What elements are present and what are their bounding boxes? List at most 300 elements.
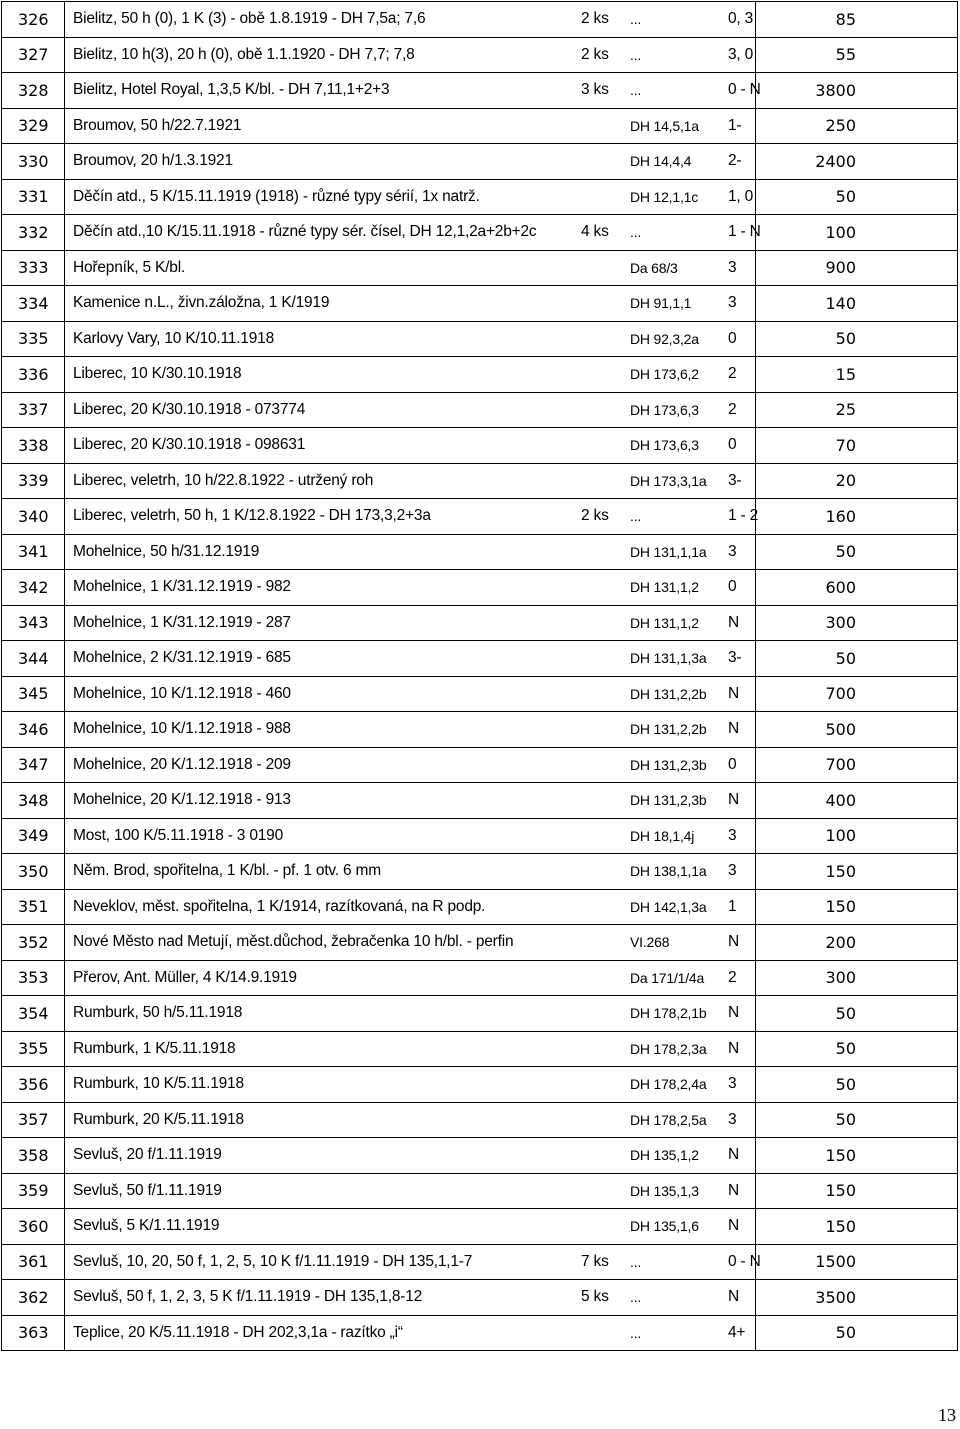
item-price: 50 — [756, 1315, 958, 1351]
item-cell-content — [73, 499, 759, 533]
item-cell — [65, 960, 756, 996]
item-catalog-ref: DH 92,3,2a — [630, 330, 699, 347]
lot-number: 347 — [2, 747, 65, 783]
table-row — [2, 73, 958, 109]
lot-number: 332 — [2, 215, 65, 251]
item-grade: N — [728, 1004, 739, 1022]
item-price: 55 — [756, 37, 958, 73]
item-description: Bielitz, 10 h(3), 20 h (0), obě 1.1.1920 - DH 7,7; 7,8 — [73, 45, 415, 63]
item-price: 900 — [756, 250, 958, 286]
item-grade: 0, 3 — [728, 10, 754, 28]
lot-number: 357 — [2, 1102, 65, 1138]
item-grade: 4+ — [728, 1323, 746, 1341]
item-description: Liberec, veletrh, 10 h/22.8.1922 - utržený roh — [73, 471, 374, 489]
table-row — [2, 712, 958, 748]
item-cell — [65, 1280, 756, 1316]
item-cell-content — [73, 1209, 755, 1243]
table-row — [2, 286, 958, 322]
item-cell — [65, 1244, 761, 1280]
table-row — [2, 676, 958, 712]
item-catalog-ref: DH 173,6,3 — [630, 437, 699, 454]
item-cell — [65, 499, 759, 535]
item-price: 50 — [756, 1067, 958, 1103]
item-cell-content — [73, 712, 755, 746]
item-price: 500 — [756, 712, 958, 748]
item-catalog-ref: DH 173,3,1a — [630, 472, 707, 489]
lot-number: 327 — [2, 37, 65, 73]
item-cell-content — [73, 464, 755, 498]
item-catalog-ref: VI.268 — [630, 934, 670, 951]
lot-number: 341 — [2, 534, 65, 570]
item-catalog-ref: Da 171/1/4a — [630, 969, 705, 986]
catalog-table-body — [2, 2, 958, 1351]
item-cell — [65, 783, 756, 819]
item-cell-content — [73, 109, 755, 143]
item-description: Sevluš, 10, 20, 50 f, 1, 2, 5, 10 K f/1.11.1919 - DH 135,1,1-7 — [73, 1252, 473, 1270]
table-row — [2, 925, 958, 961]
item-grade: 2 — [728, 400, 737, 418]
item-price: 50 — [756, 996, 958, 1032]
item-price: 140 — [756, 286, 958, 322]
item-grade: 1- — [728, 116, 742, 134]
item-catalog-ref: DH 178,2,3a — [630, 1040, 707, 1057]
item-description: Rumburk, 10 K/5.11.1918 — [73, 1075, 244, 1093]
item-grade: N — [728, 933, 739, 951]
table-row — [2, 428, 958, 464]
item-catalog-ref: DH 135,1,6 — [630, 1218, 699, 1235]
item-cell-content — [73, 783, 755, 817]
item-catalog-ref: DH 131,1,2 — [630, 579, 699, 596]
item-catalog-ref: ... — [630, 508, 642, 525]
item-cell — [65, 250, 756, 286]
table-row — [2, 37, 958, 73]
item-catalog-ref: DH 173,6,3 — [630, 401, 699, 418]
lot-number: 344 — [2, 641, 65, 677]
table-row — [2, 747, 958, 783]
item-cell — [65, 321, 756, 357]
item-cell-content — [73, 1245, 761, 1279]
item-description: Mohelnice, 50 h/31.12.1919 — [73, 542, 260, 560]
item-quantity: 5 ks — [581, 1288, 609, 1306]
item-cell-content — [73, 286, 755, 320]
item-grade: N — [728, 1181, 739, 1199]
item-price: 600 — [756, 570, 958, 606]
item-description: Sevluš, 20 f/1.11.1919 — [73, 1146, 222, 1164]
lot-number: 342 — [2, 570, 65, 606]
item-cell-content — [73, 890, 755, 924]
table-row — [2, 1138, 958, 1174]
item-catalog-ref: DH 135,1,2 — [630, 1147, 699, 1164]
item-description: Mohelnice, 20 K/1.12.1918 - 913 — [73, 791, 291, 809]
item-grade: 2 — [728, 365, 737, 383]
item-price: 20 — [756, 463, 958, 499]
item-catalog-ref: DH 131,2,2b — [630, 685, 707, 702]
item-price: 3800 — [756, 73, 958, 109]
item-price: 25 — [756, 392, 958, 428]
item-cell-content — [73, 961, 755, 995]
lot-number: 351 — [2, 889, 65, 925]
item-quantity: 2 ks — [581, 10, 609, 28]
lot-number: 339 — [2, 463, 65, 499]
lot-number: 361 — [2, 1244, 65, 1280]
item-cell-content — [73, 1032, 755, 1066]
item-grade: 3- — [728, 471, 742, 489]
item-cell — [65, 605, 756, 641]
item-cell — [65, 179, 756, 215]
item-cell — [65, 747, 756, 783]
item-description: Liberec, veletrh, 50 h, 1 K/12.8.1922 - DH 173,3,2+3a — [73, 507, 431, 525]
item-grade: 3 — [728, 862, 737, 880]
item-cell-content — [73, 251, 755, 285]
item-price: 2400 — [756, 144, 958, 180]
item-cell — [65, 1067, 756, 1103]
item-price: 50 — [756, 1031, 958, 1067]
item-description: Něm. Brod, spořitelna, 1 K/bl. - pf. 1 otv. 6 mm — [73, 862, 381, 880]
item-description: Liberec, 10 K/30.10.1918 — [73, 365, 242, 383]
item-catalog-ref: DH 173,6,2 — [630, 366, 699, 383]
item-price: 85 — [756, 2, 958, 38]
item-price: 150 — [756, 889, 958, 925]
lot-number: 359 — [2, 1173, 65, 1209]
lot-number: 356 — [2, 1067, 65, 1103]
item-description: Broumov, 20 h/1.3.1921 — [73, 152, 233, 170]
item-quantity: 2 ks — [581, 507, 609, 525]
item-cell-content — [73, 854, 755, 888]
item-price: 300 — [756, 605, 958, 641]
lot-number: 326 — [2, 2, 65, 38]
item-cell — [65, 1138, 756, 1174]
table-row — [2, 1280, 958, 1316]
item-catalog-ref: DH 131,1,1a — [630, 543, 707, 560]
item-cell-content — [73, 357, 755, 391]
item-cell-content — [73, 748, 755, 782]
item-price: 200 — [756, 925, 958, 961]
item-cell — [65, 570, 756, 606]
item-description: Děčín atd., 5 K/15.11.1919 (1918) - různé typy sérií, 1x natrž. — [73, 187, 480, 205]
item-cell — [65, 889, 756, 925]
item-price: 70 — [756, 428, 958, 464]
table-row — [2, 818, 958, 854]
table-row — [2, 144, 958, 180]
table-row — [2, 641, 958, 677]
item-price: 50 — [756, 1102, 958, 1138]
lot-number: 349 — [2, 818, 65, 854]
item-description: Most, 100 K/5.11.1918 - 3 0190 — [73, 826, 284, 844]
catalog-table — [1, 1, 958, 1351]
item-cell-content — [73, 322, 755, 356]
lot-number: 353 — [2, 960, 65, 996]
lot-number: 350 — [2, 854, 65, 890]
item-grade: 3 — [728, 294, 737, 312]
item-quantity: 3 ks — [581, 81, 609, 99]
item-cell — [65, 854, 756, 890]
lot-number: 333 — [2, 250, 65, 286]
item-price: 300 — [756, 960, 958, 996]
item-cell-content — [73, 570, 755, 604]
item-grade: 3, 0 — [728, 45, 754, 63]
item-price: 100 — [756, 818, 958, 854]
item-description: Teplice, 20 K/5.11.1918 - DH 202,3,1a - razítko „i“ — [73, 1323, 403, 1341]
item-cell-content — [73, 996, 755, 1030]
item-cell — [65, 37, 756, 73]
item-cell — [65, 108, 756, 144]
item-catalog-ref: DH 135,1,3 — [630, 1182, 699, 1199]
item-cell — [65, 1173, 756, 1209]
item-grade: N — [728, 720, 739, 738]
lot-number: 336 — [2, 357, 65, 393]
item-cell-content — [73, 1138, 755, 1172]
lot-number: 362 — [2, 1280, 65, 1316]
item-grade: 3 — [728, 542, 737, 560]
lot-number: 337 — [2, 392, 65, 428]
item-cell-content — [73, 535, 755, 569]
item-cell-content — [73, 393, 755, 427]
lot-number: 334 — [2, 286, 65, 322]
item-cell-content — [73, 1316, 755, 1350]
item-cell — [65, 712, 756, 748]
table-row — [2, 605, 958, 641]
item-price: 400 — [756, 783, 958, 819]
lot-number: 345 — [2, 676, 65, 712]
item-description: Mohelnice, 20 K/1.12.1918 - 209 — [73, 755, 291, 773]
item-catalog-ref: ... — [630, 1289, 642, 1306]
table-row — [2, 1102, 958, 1138]
item-price: 50 — [756, 641, 958, 677]
table-row — [2, 1173, 958, 1209]
item-cell — [65, 641, 756, 677]
lot-number: 348 — [2, 783, 65, 819]
item-cell — [65, 2, 756, 38]
item-catalog-ref: ... — [630, 82, 642, 99]
item-catalog-ref: DH 91,1,1 — [630, 295, 692, 312]
item-cell-content — [73, 677, 755, 711]
item-catalog-ref: DH 131,2,3b — [630, 756, 707, 773]
lot-number: 354 — [2, 996, 65, 1032]
item-cell-content — [73, 606, 755, 640]
item-catalog-ref: DH 14,4,4 — [630, 153, 692, 170]
item-price: 250 — [756, 108, 958, 144]
item-catalog-ref: ... — [630, 224, 642, 241]
item-description: Mohelnice, 10 K/1.12.1918 - 460 — [73, 684, 291, 702]
item-quantity: 7 ks — [581, 1252, 609, 1270]
item-cell — [65, 286, 756, 322]
table-row — [2, 889, 958, 925]
item-grade: 0 — [728, 755, 737, 773]
table-row — [2, 534, 958, 570]
item-description: Kamenice n.L., živn.záložna, 1 K/1919 — [73, 294, 330, 312]
table-row — [2, 1067, 958, 1103]
table-row — [2, 996, 958, 1032]
table-row — [2, 570, 958, 606]
item-cell-content — [73, 180, 755, 214]
item-grade: 2 — [728, 968, 737, 986]
item-description: Mohelnice, 1 K/31.12.1919 - 982 — [73, 578, 291, 596]
table-row — [2, 321, 958, 357]
item-cell-content — [73, 819, 755, 853]
item-price: 150 — [756, 1209, 958, 1245]
lot-number: 346 — [2, 712, 65, 748]
lot-number: 363 — [2, 1315, 65, 1351]
item-grade: 3- — [728, 649, 742, 667]
item-catalog-ref: ... — [630, 11, 642, 28]
table-row — [2, 179, 958, 215]
item-description: Přerov, Ant. Müller, 4 K/14.9.1919 — [73, 968, 297, 986]
table-row — [2, 250, 958, 286]
item-description: Sevluš, 50 f/1.11.1919 — [73, 1181, 222, 1199]
item-cell — [65, 534, 756, 570]
item-price: 50 — [756, 534, 958, 570]
item-cell — [65, 996, 756, 1032]
item-cell-content — [73, 1174, 755, 1208]
lot-number: 352 — [2, 925, 65, 961]
lot-number: 329 — [2, 108, 65, 144]
item-cell — [65, 392, 756, 428]
lot-number: 358 — [2, 1138, 65, 1174]
item-catalog-ref: DH 18,1,4j — [630, 827, 695, 844]
item-grade: N — [728, 791, 739, 809]
item-cell — [65, 357, 756, 393]
item-quantity: 2 ks — [581, 45, 609, 63]
lot-number: 360 — [2, 1209, 65, 1245]
item-quantity: 4 ks — [581, 223, 609, 241]
table-row — [2, 357, 958, 393]
item-grade: 3 — [728, 258, 737, 276]
item-price: 150 — [756, 854, 958, 890]
item-description: Hořepník, 5 K/bl. — [73, 258, 186, 276]
item-grade: 0 — [728, 578, 737, 596]
item-description: Sevluš, 50 f, 1, 2, 3, 5 K f/1.11.1919 - DH 135,1,8-12 — [73, 1288, 423, 1306]
item-cell — [65, 1209, 756, 1245]
item-description: Rumburk, 20 K/5.11.1918 — [73, 1110, 244, 1128]
item-grade: 3 — [728, 1075, 737, 1093]
item-description: Rumburk, 1 K/5.11.1918 — [73, 1039, 236, 1057]
item-grade: N — [728, 1288, 739, 1306]
table-row — [2, 499, 958, 535]
item-price: 700 — [756, 747, 958, 783]
item-price: 150 — [756, 1173, 958, 1209]
lot-number: 343 — [2, 605, 65, 641]
item-description: Liberec, 20 K/30.10.1918 - 098631 — [73, 436, 306, 454]
item-cell — [65, 1315, 756, 1351]
item-grade: 1 - N — [728, 223, 761, 241]
item-description: Liberec, 20 K/30.10.1918 - 073774 — [73, 400, 306, 418]
item-description: Bielitz, 50 h (0), 1 K (3) - obě 1.8.1919 - DH 7,5a; 7,6 — [73, 10, 426, 28]
item-grade: 0 - N — [728, 81, 761, 99]
item-description: Mohelnice, 2 K/31.12.1919 - 685 — [73, 649, 291, 667]
item-catalog-ref: DH 131,2,3b — [630, 792, 707, 809]
table-row — [2, 1244, 958, 1280]
item-price: 50 — [756, 179, 958, 215]
item-grade: 0 - N — [728, 1252, 761, 1270]
item-cell — [65, 463, 756, 499]
item-grade: 2- — [728, 152, 742, 170]
item-grade: N — [728, 1039, 739, 1057]
table-row — [2, 463, 958, 499]
lot-number: 355 — [2, 1031, 65, 1067]
item-catalog-ref: DH 12,1,1c — [630, 188, 699, 205]
item-price: 1500 — [756, 1244, 958, 1280]
table-row — [2, 2, 958, 38]
table-row — [2, 215, 958, 251]
item-grade: 1 - 2 — [728, 507, 759, 525]
item-cell-content — [73, 1103, 755, 1137]
item-grade: 1, 0 — [728, 187, 754, 205]
item-cell — [65, 1031, 756, 1067]
item-description: Broumov, 50 h/22.7.1921 — [73, 116, 242, 134]
lot-number: 331 — [2, 179, 65, 215]
item-description: Nové Město nad Metují, měst.důchod, žebračenka 10 h/bl. - perfin — [73, 933, 514, 951]
item-price: 150 — [756, 1138, 958, 1174]
item-grade: 0 — [728, 436, 737, 454]
item-grade: 3 — [728, 826, 737, 844]
item-cell-content — [73, 215, 761, 249]
item-catalog-ref: DH 178,2,5a — [630, 1111, 707, 1128]
item-cell — [65, 428, 756, 464]
item-description: Mohelnice, 1 K/31.12.1919 - 287 — [73, 613, 291, 631]
item-grade: N — [728, 684, 739, 702]
item-price: 160 — [756, 499, 958, 535]
table-row — [2, 783, 958, 819]
item-grade: N — [728, 1217, 739, 1235]
item-cell — [65, 73, 761, 109]
item-cell-content — [73, 1067, 755, 1101]
item-cell — [65, 925, 756, 961]
item-cell-content — [73, 144, 755, 178]
table-row — [2, 392, 958, 428]
item-catalog-ref: ... — [630, 1324, 642, 1341]
item-price: 700 — [756, 676, 958, 712]
item-cell-content — [73, 428, 755, 462]
item-catalog-ref: Da 68/3 — [630, 259, 678, 276]
item-cell — [65, 1102, 756, 1138]
page-number: 13 — [938, 1405, 956, 1425]
table-row — [2, 960, 958, 996]
item-price: 3500 — [756, 1280, 958, 1316]
item-cell-content — [73, 73, 761, 107]
item-cell — [65, 818, 756, 854]
item-cell-content — [73, 38, 755, 72]
lot-number: 335 — [2, 321, 65, 357]
item-cell-content — [73, 641, 755, 675]
item-catalog-ref: ... — [630, 46, 642, 63]
table-row — [2, 108, 958, 144]
item-catalog-ref: DH 142,1,3a — [630, 898, 707, 915]
item-grade: N — [728, 613, 739, 631]
item-description: Karlovy Vary, 10 K/10.11.1918 — [73, 329, 274, 347]
table-row — [2, 1209, 958, 1245]
item-grade: 0 — [728, 329, 737, 347]
lot-number: 338 — [2, 428, 65, 464]
item-cell-content — [73, 2, 755, 36]
table-row — [2, 1031, 958, 1067]
item-price: 100 — [756, 215, 958, 251]
item-description: Bielitz, Hotel Royal, 1,3,5 K/bl. - DH 7,11,1+2+3 — [73, 81, 390, 99]
item-catalog-ref: DH 131,1,3a — [630, 650, 707, 667]
item-description: Mohelnice, 10 K/1.12.1918 - 988 — [73, 720, 291, 738]
item-price: 15 — [756, 357, 958, 393]
lot-number: 328 — [2, 73, 65, 109]
item-grade: 3 — [728, 1110, 737, 1128]
item-grade: N — [728, 1146, 739, 1164]
lot-number: 340 — [2, 499, 65, 535]
item-description: Děčín atd.,10 K/15.11.1918 - různé typy sér. čísel, DH 12,1,2a+2b+2c — [73, 223, 537, 241]
item-cell — [65, 144, 756, 180]
lot-number: 330 — [2, 144, 65, 180]
table-row — [2, 854, 958, 890]
item-catalog-ref: DH 131,1,2 — [630, 614, 699, 631]
item-cell — [65, 676, 756, 712]
item-catalog-ref: DH 14,5,1a — [630, 117, 699, 134]
